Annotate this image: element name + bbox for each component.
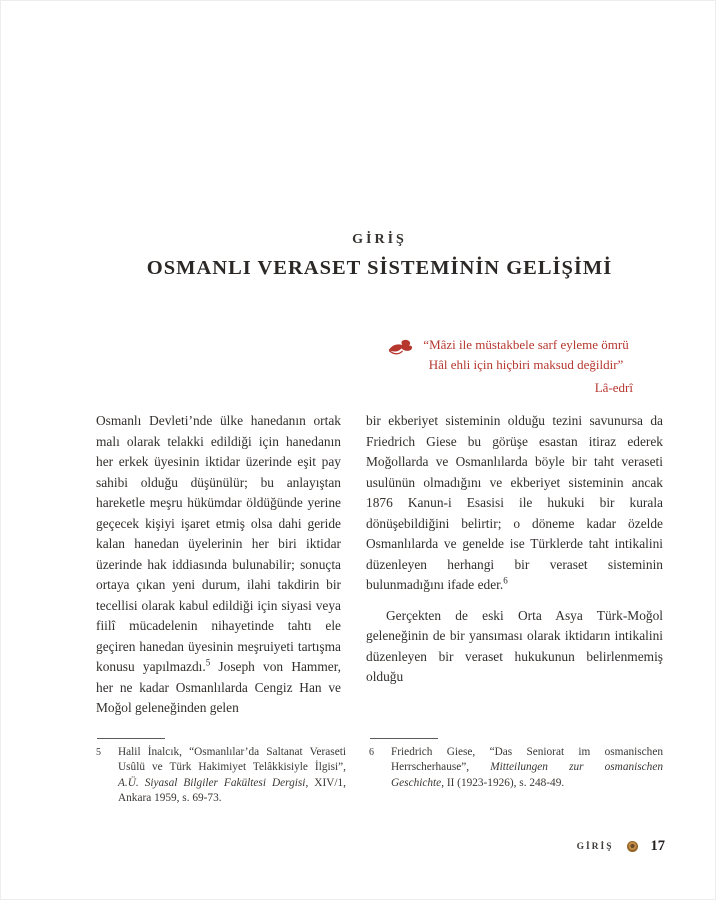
epigraph	[387, 335, 635, 396]
footnote-separator	[370, 738, 438, 739]
footnote-number: 5	[96, 747, 101, 758]
footer-section-label: GİRİŞ	[576, 841, 614, 852]
footnote-segment: Friedrich Giese, “Das Seniorat im osmanischen Herrscherhause”,	[391, 746, 663, 774]
paragraph-text: Osmanlı Devleti’nde ülke hanedanın ortak malı olarak telakki edildiği için hanedanın her erkek üyesinin iktidar üzerinde eşit pay sahibi olduğu düşünülür; bu anlayıştan hareketle meşru hükümdar öldüğünde yerine geçecek kişiyi işaret etmiş olsa dahi geride kalan hanedan üyelerinin her biri iktidar üzerinde hak iddiasında bulunabilir; sonuçta ortaya çıkan yeni durum, ilahi takdirin bir tecellisi olarak kabul edildiği için siyasi veya fiilî mücadelenin nihayetinde tahtı ele geçiren hanedan üyesinin meşruiyeti tartışma konusu yapılmazdı.	[96, 413, 341, 674]
footnote-segment-italic: Mitteilungen zur osmanischen Geschichte	[391, 761, 663, 789]
footnote-separator	[97, 738, 165, 739]
epigraph-line-2: Hâl ehli için hiçbiri maksud değildir”	[428, 356, 624, 372]
page-title: OSMANLI VERASET SİSTEMİNİN GELİŞİMİ	[146, 257, 613, 279]
footnote-ref-6: 6	[503, 575, 508, 586]
paragraph	[96, 411, 341, 719]
epigraph-lines	[417, 335, 635, 374]
footnote-segment-italic: A.Ü. Siyasal Bilgiler Fakültesi Dergisi	[118, 776, 306, 789]
paragraph-text: bir ekberiyet sisteminin olduğu tezini savunursa da Friedrich Giese bu görüşe esastan itiraz ederek Moğollarda ve Osmanlılarda böyle bir taht veraseti usulünün olmadığını ve ekberiyet sisteminin ancak 1876 Kanun-i Esasisi ile hukuki bir kurala dönüşebildiğini belirtir; o döneme kadar özelde Osmanlılarda ve genelde ise Türklerde taht intikalini düzenleyen herhangi bir veraset sisteminin bulunmadığını ifade eder.	[366, 413, 663, 592]
footnote-segment: , II (1923-1926), s. 248-49.	[441, 776, 565, 789]
footnote-segment: , XIV/1, Ankara 1959, s. 69-73.	[118, 776, 346, 804]
footnote-text	[391, 745, 663, 791]
footnote-6	[369, 738, 663, 806]
paragraph	[366, 411, 663, 596]
footnote-text	[118, 745, 346, 806]
page-number: 17	[650, 838, 665, 854]
body-column-left	[96, 411, 341, 719]
footnote-5	[96, 738, 346, 806]
chapter-heading	[96, 232, 663, 280]
epigraph-line-1: “Mâzi ile müstakbele sarf eyleme ömrü	[423, 337, 629, 352]
body-column-right	[366, 411, 663, 719]
page-footer	[577, 838, 665, 855]
paragraph: Gerçekten de eski Orta Asya Türk-Moğol geleneğinin de bir yansıması olarak iktidarın intikalini düzenleyen bir veraset hukukunun belirlenmemiş olduğu	[366, 607, 663, 684]
epigraph-attribution: Lâ-edrî	[594, 380, 633, 395]
fleuron-icon	[387, 338, 417, 362]
footnotes	[96, 738, 663, 806]
footnote-ref-5: 5	[205, 657, 211, 668]
footnote-number: 6	[369, 747, 374, 758]
epigraph-quote	[387, 335, 635, 374]
footnote-segment: Halil İnalcık, “Osmanlılar’da Saltanat Veraseti Usûlü ve Türk Hakimiyet Telâkkisiyle İlgisi”,	[118, 746, 346, 774]
body-text	[96, 411, 663, 719]
chapter-kicker: GİRİŞ	[352, 232, 407, 247]
paragraph-text: Joseph von Hammer, her ne kadar Osmanlılarda Cengiz Han ve Moğol geleneğinden gelen	[96, 659, 341, 715]
rosette-icon	[627, 841, 638, 852]
